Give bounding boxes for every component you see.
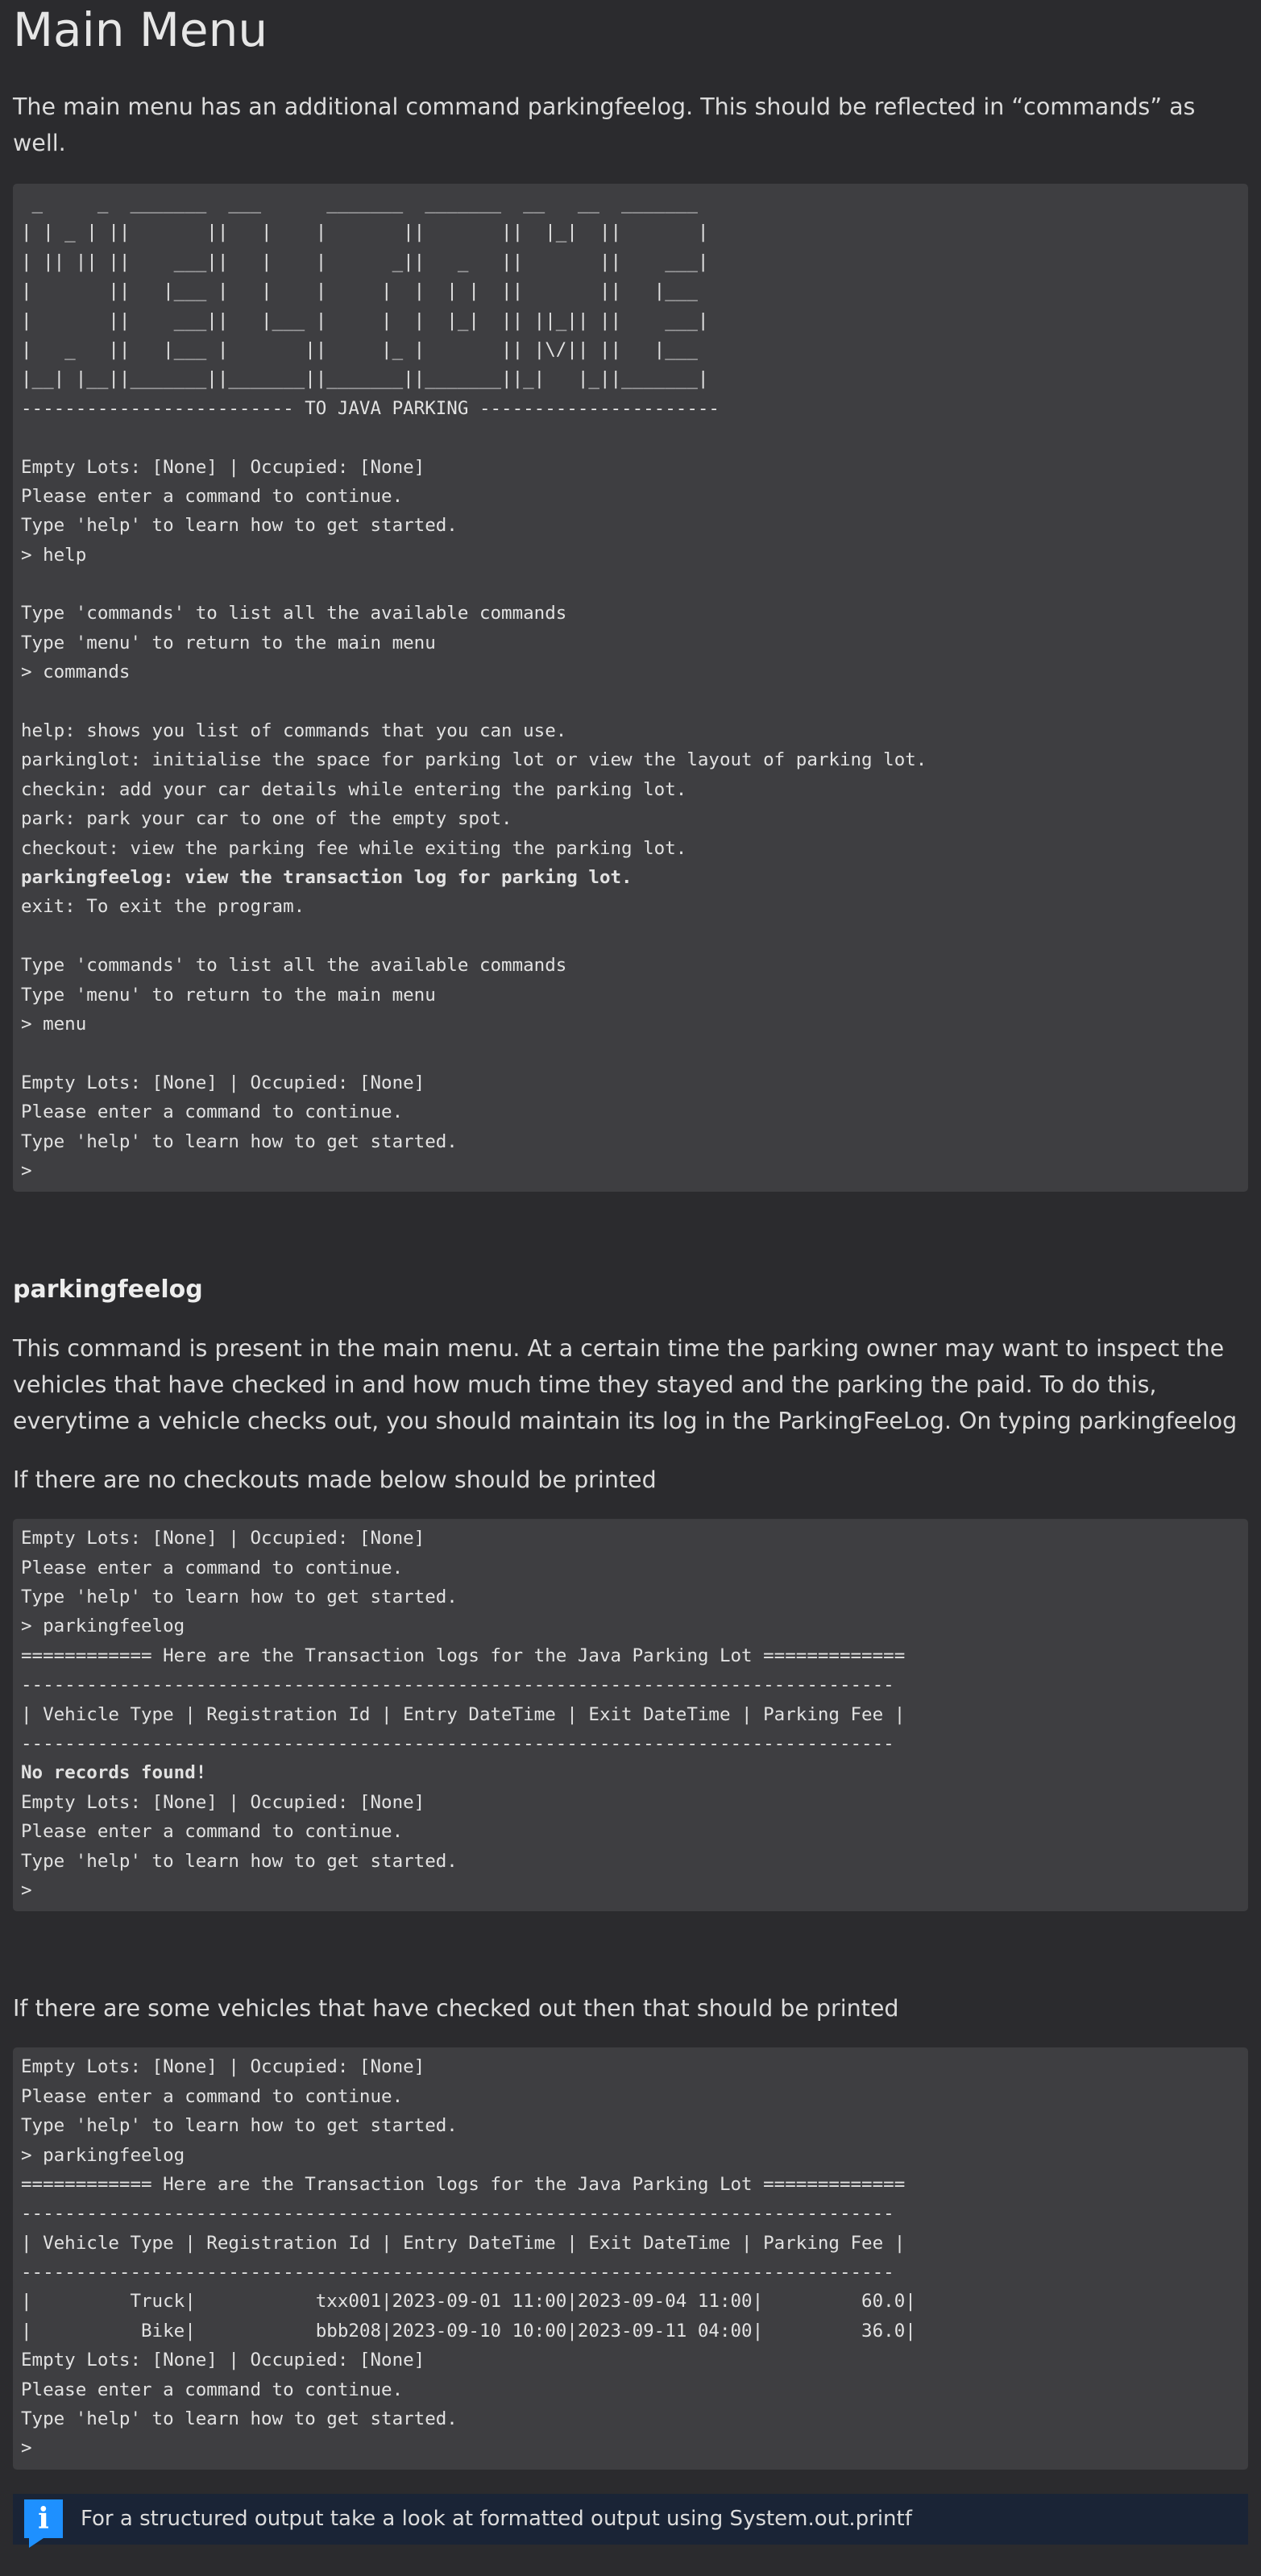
terminal-line: > [21,1879,32,1901]
terminal-line: | _ || |___ | || |_ | || |\/|| || |___ [21,338,698,360]
terminal-line: -------------------------------------------------------------------------------- [21,2262,894,2284]
terminal-line: checkout: view the parking fee while exiting the parking lot. [21,837,687,859]
terminal-line: Type 'help' to learn how to get started. [21,515,458,537]
callout-text: For a structured output take a look at formatted output using System.out.printf [81,2507,912,2532]
terminal-line: Please enter a command to continue. [21,1557,404,1578]
terminal-line: Empty Lots: [None] | Occupied: [None] [21,2056,425,2078]
some-checkouts-paragraph: If there are some vehicles that have checked out then that should be printed [13,1995,899,2022]
terminal-line [21,1039,1240,1068]
terminal-line [21,423,1240,452]
info-callout [13,2494,1248,2545]
terminal-line: |__| |__||_______||_______||_______||_______||_| |_||_______| [21,368,709,390]
terminal-line: > parkingfeelog [21,1616,185,1637]
terminal-line [21,570,1240,599]
terminal-line: Empty Lots: [None] | Occupied: [None] [21,1072,425,1093]
terminal-line: Type 'help' to learn how to get started. [21,1130,458,1152]
terminal-line: Please enter a command to continue. [21,1821,404,1843]
terminal-empty-log [13,1519,1248,1911]
terminal-line: _ _ _______ ___ _______ _______ __ __ _______ [21,193,698,214]
terminal-line: ============ Here are the Transaction logs for the Java Parking Lot ============= [21,2173,906,2195]
page-title: Main Menu [13,2,268,57]
terminal-line: Please enter a command to continue. [21,2085,404,2107]
terminal-line: Empty Lots: [None] | Occupied: [None] [21,2350,425,2371]
terminal-line: exit: To exit the program. [21,896,305,918]
terminal-line: Type 'menu' to return to the main menu [21,632,436,653]
terminal-line: | || || || ___|| | | _|| _ || || ___| [21,251,709,272]
terminal-line: Type 'menu' to return to the main menu [21,984,436,1006]
terminal-line: -------------------------------------------------------------------------------- [21,1674,894,1696]
intro-paragraph: The main menu has an additional command parkingfeelog. This should be reflected in “commands” as well. [13,93,1196,156]
terminal-line: | Vehicle Type | Registration Id | Entry DateTime | Exit DateTime | Parking Fee | [21,1703,906,1725]
terminal-line: help: shows you list of commands that you can use. [21,720,567,742]
terminal-line: Please enter a command to continue. [21,1101,404,1123]
terminal-line: park: park your car to one of the empty spot. [21,808,512,830]
terminal-line: | Truck| txx001|2023-09-01 11:00|2023-09-04 11:00| 60.0| [21,2291,916,2313]
terminal-line: Please enter a command to continue. [21,485,404,507]
terminal-line: -------------------------------------------------------------------------------- [21,2203,894,2225]
terminal-line: > [21,2437,32,2459]
terminal-line: Empty Lots: [None] | Occupied: [None] [21,1791,425,1813]
terminal-line: Type 'help' to learn how to get started. [21,2115,458,2137]
terminal-line: > help [21,544,87,566]
terminal-filled-log [13,2047,1248,2469]
terminal-line: Type 'help' to learn how to get started. [21,1850,458,1872]
terminal-line: Empty Lots: [None] | Occupied: [None] [21,456,425,478]
terminal-line: | | _ | || || | | || || |_| || | [21,222,709,243]
terminal-line: | Vehicle Type | Registration Id | Entry DateTime | Exit DateTime | Parking Fee | [21,2232,906,2254]
terminal-line: Empty Lots: [None] | Occupied: [None] [21,1528,425,1549]
terminal-line [21,922,1240,951]
terminal-line: > menu [21,1013,87,1035]
terminal-line: Type 'help' to learn how to get started. [21,1587,458,1608]
description-paragraph: This command is present in the main menu. At a certain time the parking owner may want to inspect the vehicles that have checked in and how much time they stayed and the parking the paid. To do this, everytime a vehicle checks out, you should maintain its log in the ParkingFeeLog. On typing parkingfeelog [13,1335,1238,1435]
terminal-line: | Bike| bbb208|2023-09-10 10:00|2023-09-11 04:00| 36.0| [21,2320,916,2342]
terminal-line: checkin: add your car details while entering the parking lot. [21,778,687,800]
terminal-line: Type 'help' to learn how to get started. [21,2408,458,2430]
terminal-line [21,687,1240,716]
terminal-line: Type 'commands' to list all the available commands [21,603,567,624]
terminal-line: parkinglot: initialise the space for parking lot or view the layout of parking lot. [21,749,927,771]
terminal-line: ============ Here are the Transaction logs for the Java Parking Lot ============= [21,1645,906,1666]
terminal-line: -------------------------------------------------------------------------------- [21,1733,894,1755]
terminal-line: > [21,1159,32,1181]
terminal-line: Please enter a command to continue. [21,2379,404,2400]
terminal-line: Type 'commands' to list all the available commands [21,955,567,977]
terminal-line: | || ___|| |___ | | | |_| || ||_|| || ___| [21,309,709,331]
terminal-line: > commands [21,662,131,683]
terminal-main-menu [13,184,1248,1192]
terminal-line: > parkingfeelog [21,2144,185,2166]
terminal-line: | || |___ | | | | | | | || || |___ [21,280,698,302]
terminal-line: No records found! [21,1762,207,1784]
terminal-line: parkingfeelog: view the transaction log for parking lot. [21,866,633,888]
no-checkouts-paragraph: If there are no checkouts made below should be printed [13,1466,657,1494]
info-icon: i [24,2499,63,2538]
terminal-line: ------------------------- TO JAVA PARKING ---------------------- [21,397,720,419]
section-heading-parkingfeelog: parkingfeelog [13,1276,203,1305]
